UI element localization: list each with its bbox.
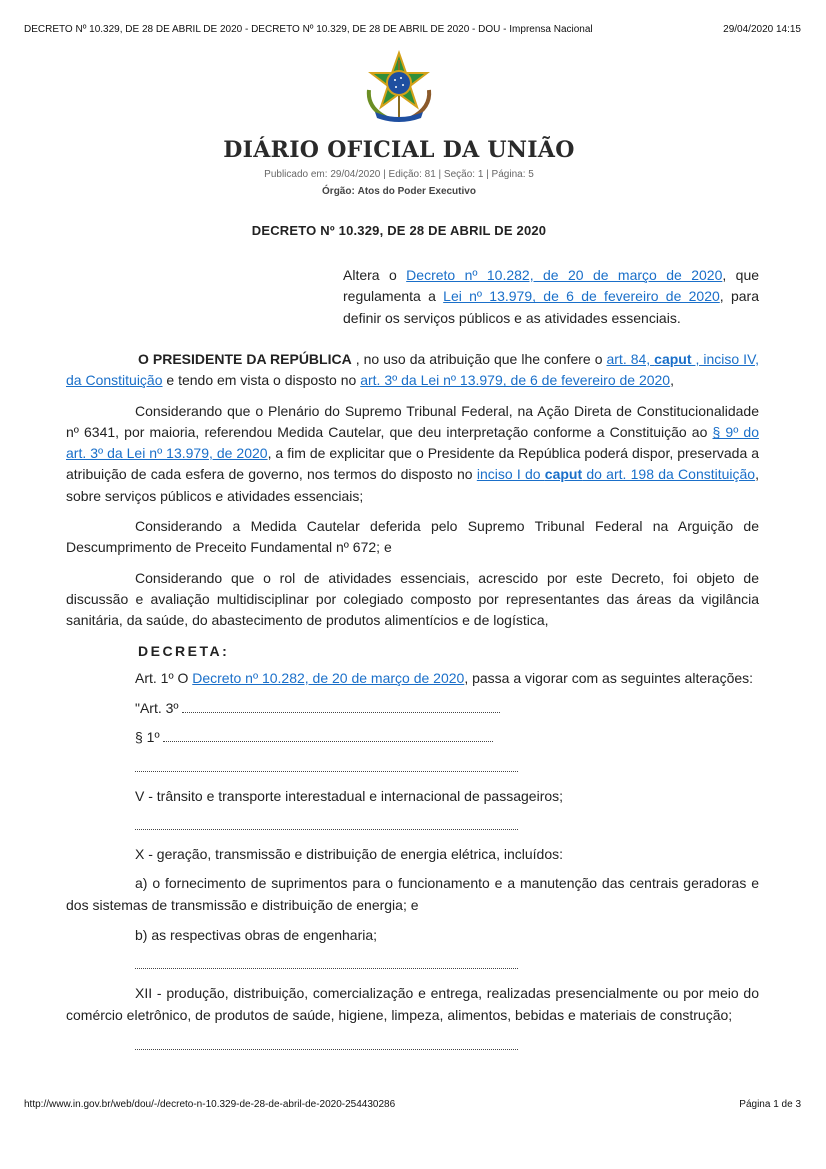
link-art-3-lei-13979[interactable]: art. 3º da Lei nº 13.979, de 6 de fevereiro de 2020 bbox=[360, 372, 671, 389]
print-footer-url: http://www.in.gov.br/web/dou/-/decreto-n-10.329-de-28-de-abril-de-2020-254430286 bbox=[24, 1099, 396, 1110]
preamble-text: , no uso da atribuição que lhe confere o bbox=[351, 351, 607, 367]
article-text: , passa a vigorar com as seguintes alterações: bbox=[464, 669, 754, 686]
amend-alinea-a: a) o fornecimento de suprimentos para o funcionamento e a manutenção das centrais geradoras e dos sistemas de transmissão e distribuição de energia; e bbox=[66, 875, 759, 913]
dotted-fill bbox=[163, 731, 493, 742]
preamble-text: e tendo em vista o disposto no bbox=[162, 372, 361, 389]
brazil-coat-of-arms-icon bbox=[361, 50, 437, 124]
amend-art-3 bbox=[66, 698, 759, 719]
orgao-line bbox=[0, 186, 798, 197]
link-text: do art. 198 da Constituição bbox=[582, 466, 756, 483]
link-text: inciso I do bbox=[476, 466, 545, 483]
amend-inciso-x: X - geração, transmissão e distribuição de energia elétrica, incluídos: bbox=[135, 846, 563, 863]
dotted-line bbox=[135, 1035, 518, 1050]
link-decreto-10282[interactable]: Decreto nº 10.282, de 20 de março de 2020 bbox=[192, 669, 465, 686]
amend-text: § 1º bbox=[135, 729, 160, 746]
newspaper-title: DIÁRIO OFICIAL DA UNIÃO bbox=[223, 137, 575, 163]
decree-title: DECRETO Nº 10.329, DE 28 DE ABRIL DE 2020 bbox=[251, 223, 547, 238]
link-art-198-constituicao[interactable] bbox=[477, 466, 755, 482]
decree-body bbox=[66, 349, 759, 1064]
publication-info: Publicado em: 29/04/2020 | Edição: 81 | Seção: 1 | Página: 5 bbox=[264, 169, 534, 180]
ementa bbox=[343, 265, 759, 329]
link-text: art. 84, bbox=[606, 351, 655, 367]
paragraph-text: Considerando que o Plenário do Supremo Tribunal Federal, na Ação Direta de Constitucionalidade nº 6341, por maioria, referendou Medida Cautelar, que deu interpretação conforme a Constituição ao bbox=[66, 402, 759, 440]
orgao-label: Órgão: bbox=[322, 186, 355, 197]
preamble bbox=[66, 349, 759, 392]
dotted-fill bbox=[182, 702, 500, 713]
link-decreto-10282[interactable]: Decreto nº 10.282, de 20 de março de 2020 bbox=[406, 267, 723, 283]
preamble-text: , bbox=[670, 372, 674, 389]
link-lei-13979[interactable]: Lei nº 13.979, de 6 de fevereiro de 2020 bbox=[443, 288, 720, 305]
dotted-line bbox=[135, 757, 518, 772]
ementa-text: , para definir os serviços públicos e as atividades essenciais. bbox=[343, 288, 759, 326]
decreta-heading: DECRETA: bbox=[138, 642, 230, 659]
ementa-text: Altera o bbox=[343, 267, 407, 283]
considerando-paragraph: Considerando que o rol de atividades essenciais, acrescido por este Decreto, foi objeto de discussão e avaliação multidisciplinar por colegiado composto por representantes das áreas da vigilância sanitária, da saúde, do abastecimento de produtos alimentícios e de logística, bbox=[66, 569, 759, 629]
amend-alinea-b: b) as respectivas obras de engenharia; bbox=[135, 926, 378, 943]
orgao-value: Atos do Poder Executivo bbox=[357, 186, 476, 197]
link-par-9-art-3[interactable]: § 9º do art. 3º da Lei nº 13.979, de 2020 bbox=[66, 423, 759, 462]
president-label: O PRESIDENTE DA REPÚBLICA bbox=[138, 351, 352, 367]
amend-inciso-v: V - trânsito e transporte interestadual e internacional de passageiros; bbox=[135, 787, 564, 804]
link-text: , inciso IV, da Constituição bbox=[66, 351, 760, 389]
print-header-title: DECRETO Nº 10.329, DE 28 DE ABRIL DE 2020 - DECRETO Nº 10.329, DE 28 DE ABRIL DE 2020 - DOU - Imprensa Nacional bbox=[24, 24, 593, 35]
amend-par-1 bbox=[66, 727, 759, 748]
paragraph-text: , sobre serviços públicos e atividades essenciais; bbox=[66, 466, 759, 504]
dotted-line bbox=[135, 815, 518, 830]
amend-text: "Art. 3º bbox=[135, 700, 179, 717]
dotted-line bbox=[135, 954, 518, 969]
ementa-text: , que regulamenta a bbox=[343, 267, 760, 305]
paragraph-text: , a fim de explicitar que o Presidente da República poderá dispor, preservada a atribuição de cada esfera de governo, nos termos do disposto no bbox=[66, 445, 760, 483]
amend-inciso-xii: XII - produção, distribuição, comercialização e entrega, realizadas presencialmente ou por meio do comércio eletrônico, de produtos de saúde, higiene, limpeza, alimentos, bebidas e materiais de construção; bbox=[66, 985, 759, 1023]
considerando-paragraph bbox=[66, 401, 759, 507]
article-1 bbox=[66, 668, 759, 689]
print-footer-page: Página 1 de 3 bbox=[739, 1099, 801, 1110]
article-text: Art. 1º O bbox=[135, 669, 193, 686]
print-header-datetime: 29/04/2020 14:15 bbox=[723, 24, 801, 35]
link-caput: caput bbox=[544, 466, 583, 483]
considerando-paragraph: Considerando a Medida Cautelar deferida pelo Supremo Tribunal Federal na Arguição de Descumprimento de Preceito Fundamental nº 672; e bbox=[66, 518, 759, 556]
link-caput: caput bbox=[654, 351, 692, 367]
